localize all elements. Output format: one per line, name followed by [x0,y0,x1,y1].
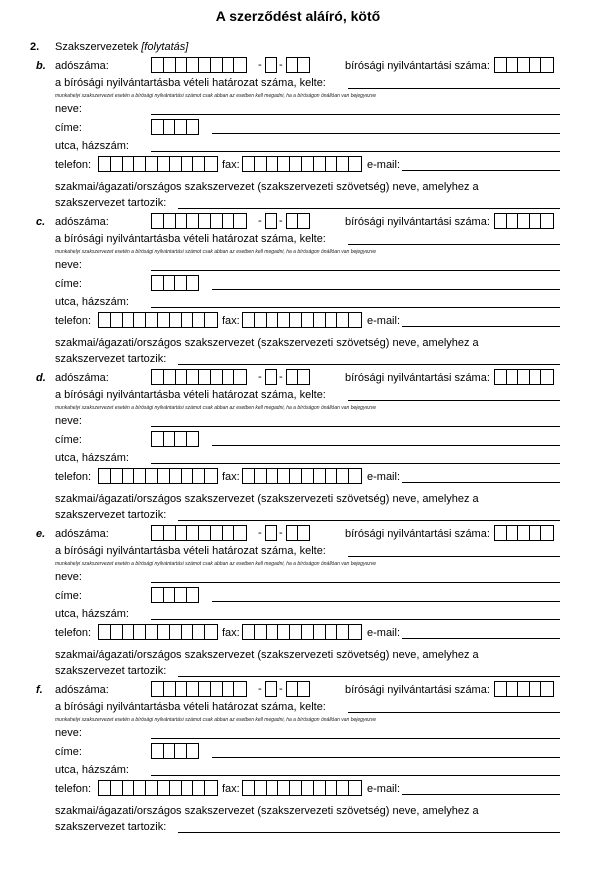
digit-box[interactable] [164,526,176,540]
digit-box[interactable] [530,682,542,696]
digit-box[interactable] [495,526,507,540]
digit-box[interactable] [187,682,199,696]
tax-number-dash: - [258,371,262,383]
digit-box[interactable] [152,120,164,134]
court-decision-field[interactable] [348,244,560,245]
section-number: 2. [30,41,40,53]
digit-box[interactable] [187,370,199,384]
tax-number-boxes-vat[interactable] [265,57,277,73]
digit-box[interactable] [123,781,135,795]
digit-box[interactable] [152,58,164,72]
name-label: neve: [55,415,82,427]
digit-box[interactable] [314,781,326,795]
digit-box[interactable] [164,276,176,290]
digit-box[interactable] [199,682,211,696]
digit-box[interactable] [175,432,187,446]
city-field[interactable] [212,445,560,446]
email-label: e-mail: [367,627,401,639]
digit-box[interactable] [507,370,519,384]
digit-box[interactable] [211,214,223,228]
street-field[interactable] [151,775,560,776]
federation-label-cont: szakszervezet tartozik: [55,509,167,521]
entry-letter: e. [36,528,46,540]
digit-box[interactable] [530,526,542,540]
name-label: neve: [55,103,82,115]
digit-box[interactable] [187,214,199,228]
name-field[interactable] [151,582,560,583]
digit-box[interactable] [495,370,507,384]
digit-box[interactable] [176,214,188,228]
street-field[interactable] [151,151,560,152]
digit-box[interactable] [266,58,276,72]
entry-letter: f. [36,684,43,696]
tax-number-label: adószáma: [55,684,109,696]
digit-box[interactable] [187,276,198,290]
digit-box[interactable] [290,781,302,795]
digit-box[interactable] [211,526,223,540]
tax-number-boxes-county[interactable] [286,213,310,229]
tax-number-dash: - [279,371,283,383]
email-label: e-mail: [367,159,401,171]
digit-box[interactable] [541,214,553,228]
street-label: utca, házszám: [55,608,129,620]
digit-box[interactable] [164,588,176,602]
digit-box[interactable] [211,58,223,72]
digit-box[interactable] [266,682,276,696]
postal-code-boxes[interactable] [151,275,199,291]
court-number-note: munkahelyi szakszervezet esetén a bírósági nyilvántartási számot csak abban az esetben kell megadni, ha a bíróságon önállóan van bejegyezve [55,717,377,723]
tax-number-boxes-county[interactable] [286,57,310,73]
court-decision-field[interactable] [348,712,560,713]
digit-box[interactable] [152,526,164,540]
court-decision-label: a bírósági nyilvántartásba vételi határozat száma, kelte: [55,701,326,713]
fax-label: fax: [222,783,240,795]
federation-label: szakmai/ágazati/országos szakszervezet (szakszervezeti szövetség) neve, amelyhez a [55,181,479,193]
digit-box[interactable] [243,781,255,795]
union-entry [0,624,596,833]
federation-label-cont: szakszervezet tartozik: [55,197,167,209]
tax-number-label: adószáma: [55,216,109,228]
digit-box[interactable] [287,526,298,540]
email-label: e-mail: [367,315,401,327]
name-field[interactable] [151,426,560,427]
digit-box[interactable] [287,214,298,228]
federation-label: szakmai/ágazati/országos szakszervezet (szakszervezeti szövetség) neve, amelyhez a [55,337,479,349]
phone-label: telefon: [55,159,92,171]
digit-box[interactable] [223,214,235,228]
email-label: e-mail: [367,471,401,483]
digit-box[interactable] [182,781,194,795]
tax-number-label: adószáma: [55,60,109,72]
digit-box[interactable] [175,744,187,758]
tax-number-boxes-main[interactable] [151,369,247,385]
digit-box[interactable] [99,781,111,795]
digit-box[interactable] [349,781,361,795]
digit-box[interactable] [223,58,235,72]
digit-box[interactable] [223,526,235,540]
digit-box[interactable] [176,682,188,696]
name-label: neve: [55,259,82,271]
phone-label: telefon: [55,471,92,483]
street-field[interactable] [151,619,560,620]
tax-number-label: adószáma: [55,528,109,540]
name-label: neve: [55,727,82,739]
digit-box[interactable] [211,370,223,384]
digit-box[interactable] [298,214,309,228]
digit-box[interactable] [507,58,519,72]
digit-box[interactable] [267,781,279,795]
union-entry [0,156,596,365]
tax-number-dash: - [258,215,262,227]
court-reg-number-label: bírósági nyilvántartási száma: [345,372,490,384]
court-decision-label: a bírósági nyilvántartásba vételi határozat száma, kelte: [55,389,326,401]
email-field[interactable] [402,794,560,795]
digit-box[interactable] [187,588,198,602]
digit-box[interactable] [152,276,164,290]
digit-box[interactable] [152,588,164,602]
digit-box[interactable] [152,214,164,228]
digit-box[interactable] [175,120,187,134]
tax-number-dash: - [279,59,283,71]
court-reg-number-boxes[interactable] [494,681,554,697]
court-decision-label: a bírósági nyilvántartásba vételi határozat száma, kelte: [55,77,326,89]
tax-number-dash: - [258,527,262,539]
digit-box[interactable] [287,58,298,72]
digit-box[interactable] [164,432,176,446]
city-field[interactable] [212,289,560,290]
court-reg-number-boxes[interactable] [494,57,554,73]
court-decision-field[interactable] [348,88,560,89]
digit-box[interactable] [495,682,507,696]
street-label: utca, házszám: [55,764,129,776]
court-reg-number-boxes[interactable] [494,213,554,229]
federation-label: szakmai/ágazati/országos szakszervezet (szakszervezeti szövetség) neve, amelyhez a [55,493,479,505]
street-label: utca, házszám: [55,140,129,152]
tax-number-boxes-county[interactable] [286,369,310,385]
street-field[interactable] [151,307,560,308]
court-reg-number-boxes[interactable] [494,369,554,385]
digit-box[interactable] [175,276,187,290]
digit-box[interactable] [152,432,164,446]
tax-number-boxes-vat[interactable] [265,681,277,697]
address-label: címe: [55,590,82,602]
postal-code-boxes[interactable] [151,743,199,759]
tax-number-boxes-main[interactable] [151,213,247,229]
fax-label: fax: [222,315,240,327]
name-label: neve: [55,571,82,583]
court-number-note: munkahelyi szakszervezet esetén a bírósági nyilvántartási számot csak abban az esetben kell megadni, ha a bíróságon önállóan van bejegyezve [55,405,377,411]
digit-box[interactable] [187,432,198,446]
phone-label: telefon: [55,783,92,795]
digit-box[interactable] [541,58,553,72]
court-decision-field[interactable] [348,556,560,557]
digit-box[interactable] [530,58,542,72]
digit-box[interactable] [170,781,182,795]
digit-box[interactable] [326,781,338,795]
digit-box[interactable] [337,781,349,795]
digit-box[interactable] [234,682,246,696]
digit-box[interactable] [278,781,290,795]
digit-box[interactable] [287,370,298,384]
tax-number-label: adószáma: [55,372,109,384]
digit-box[interactable] [205,781,217,795]
street-label: utca, házszám: [55,452,129,464]
entry-letter: d. [36,372,46,384]
court-reg-number-label: bírósági nyilvántartási száma: [345,216,490,228]
section-heading-label: Szakszervezetek [55,41,139,53]
digit-box[interactable] [234,214,246,228]
court-reg-number-label: bírósági nyilvántartási száma: [345,60,490,72]
digit-box[interactable] [164,370,176,384]
union-entry [0,0,596,209]
digit-box[interactable] [541,682,553,696]
federation-label-cont: szakszervezet tartozik: [55,353,167,365]
digit-box[interactable] [187,58,199,72]
city-field[interactable] [212,601,560,602]
digit-box[interactable] [134,781,146,795]
phone-label: telefon: [55,627,92,639]
entry-letter: b. [36,60,46,72]
address-label: címe: [55,278,82,290]
digit-box[interactable] [187,526,199,540]
name-field[interactable] [151,114,560,115]
digit-box[interactable] [187,120,198,134]
digit-box[interactable] [287,682,298,696]
digit-box[interactable] [541,370,553,384]
digit-box[interactable] [223,370,235,384]
digit-box[interactable] [298,370,309,384]
digit-box[interactable] [495,214,507,228]
digit-box[interactable] [164,58,176,72]
email-label: e-mail: [367,783,401,795]
court-reg-number-label: bírósági nyilvántartási száma: [345,684,490,696]
court-number-note: munkahelyi szakszervezet esetén a bírósági nyilvántartási számot csak abban az esetben kell megadni, ha a bíróságon önállóan van bejegyezve [55,249,377,255]
federation-label: szakmai/ágazati/országos szakszervezet (szakszervezeti szövetség) neve, amelyhez a [55,805,479,817]
tax-number-dash: - [279,527,283,539]
tax-number-boxes-main[interactable] [151,681,247,697]
digit-box[interactable] [199,214,211,228]
digit-box[interactable] [234,58,246,72]
section-heading-continuation: [folytatás] [141,41,189,53]
digit-box[interactable] [507,682,519,696]
postal-code-boxes[interactable] [151,119,199,135]
city-field[interactable] [212,133,560,134]
digit-box[interactable] [176,58,188,72]
street-label: utca, házszám: [55,296,129,308]
fax-label: fax: [222,471,240,483]
tax-number-boxes-county[interactable] [286,681,310,697]
postal-code-boxes[interactable] [151,587,199,603]
digit-box[interactable] [193,781,205,795]
fax-label: fax: [222,159,240,171]
court-reg-number-label: bírósági nyilvántartási száma: [345,528,490,540]
digit-box[interactable] [152,682,164,696]
address-label: címe: [55,122,82,134]
digit-box[interactable] [530,214,542,228]
digit-box[interactable] [495,58,507,72]
tax-number-dash: - [258,59,262,71]
digit-box[interactable] [187,744,198,758]
digit-box[interactable] [518,526,530,540]
digit-box[interactable] [111,781,123,795]
digit-box[interactable] [266,370,276,384]
federation-label-cont: szakszervezet tartozik: [55,821,167,833]
digit-box[interactable] [176,526,188,540]
fax-boxes[interactable] [242,780,362,796]
court-number-note: munkahelyi szakszervezet esetén a bírósági nyilvántartási számot csak abban az esetben kell megadni, ha a bíróságon önállóan van bejegyezve [55,93,377,99]
fax-label: fax: [222,627,240,639]
court-decision-field[interactable] [348,400,560,401]
digit-box[interactable] [199,526,211,540]
digit-box[interactable] [298,682,309,696]
federation-label: szakmai/ágazati/országos szakszervezet (szakszervezeti szövetség) neve, amelyhez a [55,649,479,661]
digit-box[interactable] [518,214,530,228]
digit-box[interactable] [152,744,164,758]
tax-number-boxes-vat[interactable] [265,213,277,229]
court-reg-number-boxes[interactable] [494,525,554,541]
page-title: A szerződést aláíró, kötő [215,8,381,24]
digit-box[interactable] [518,370,530,384]
digit-box[interactable] [518,58,530,72]
tax-number-dash: - [279,683,283,695]
city-field[interactable] [212,757,560,758]
digit-box[interactable] [211,682,223,696]
digit-box[interactable] [175,588,187,602]
union-entry [0,312,596,521]
tax-number-boxes-main[interactable] [151,57,247,73]
digit-box[interactable] [266,526,276,540]
entry-letter: c. [36,216,46,228]
name-field[interactable] [151,738,560,739]
digit-box[interactable] [266,214,276,228]
digit-box[interactable] [541,526,553,540]
digit-box[interactable] [199,370,211,384]
digit-box[interactable] [164,682,176,696]
phone-label: telefon: [55,315,92,327]
union-entry [0,468,596,677]
digit-box[interactable] [158,781,170,795]
tax-number-dash: - [258,683,262,695]
digit-box[interactable] [507,214,519,228]
court-number-note: munkahelyi szakszervezet esetén a bírósági nyilvántartási számot csak abban az esetben kell megadni, ha a bíróságon önállóan van bejegyezve [55,561,377,567]
digit-box[interactable] [234,526,246,540]
court-decision-label: a bírósági nyilvántartásba vételi határozat száma, kelte: [55,233,326,245]
tax-number-boxes-vat[interactable] [265,525,277,541]
address-label: címe: [55,746,82,758]
address-label: címe: [55,434,82,446]
digit-box[interactable] [152,370,164,384]
digit-box[interactable] [176,370,188,384]
street-field[interactable] [151,463,560,464]
digit-box[interactable] [223,682,235,696]
name-field[interactable] [151,270,560,271]
digit-box[interactable] [298,58,309,72]
tax-number-boxes-main[interactable] [151,525,247,541]
digit-box[interactable] [234,370,246,384]
federation-label-cont: szakszervezet tartozik: [55,665,167,677]
tax-number-dash: - [279,215,283,227]
digit-box[interactable] [164,744,176,758]
phone-boxes[interactable] [98,780,218,796]
postal-code-boxes[interactable] [151,431,199,447]
tax-number-boxes-county[interactable] [286,525,310,541]
digit-box[interactable] [164,214,176,228]
tax-number-boxes-vat[interactable] [265,369,277,385]
court-decision-label: a bírósági nyilvántartásba vételi határozat száma, kelte: [55,545,326,557]
digit-box[interactable] [518,682,530,696]
digit-box[interactable] [302,781,314,795]
digit-box[interactable] [255,781,267,795]
digit-box[interactable] [507,526,519,540]
digit-box[interactable] [530,370,542,384]
digit-box[interactable] [199,58,211,72]
digit-box[interactable] [164,120,176,134]
federation-field[interactable] [178,832,560,833]
digit-box[interactable] [298,526,309,540]
digit-box[interactable] [146,781,158,795]
